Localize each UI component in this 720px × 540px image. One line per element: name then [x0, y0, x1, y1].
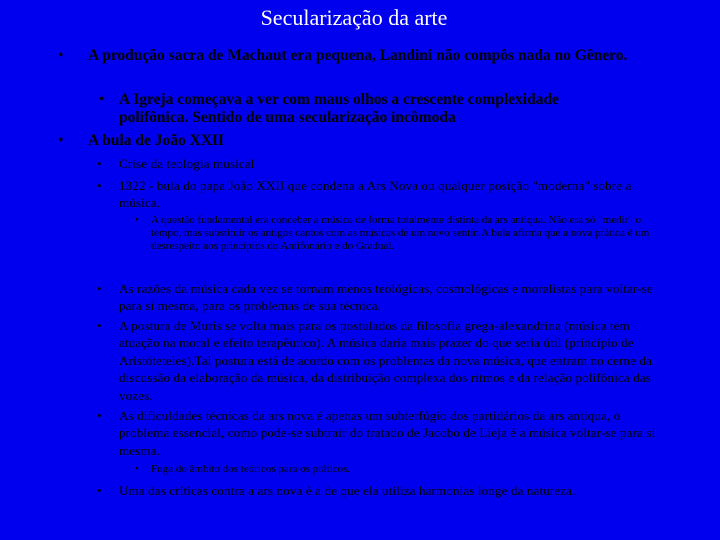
- bullet-item-10: [135, 463, 665, 476]
- bullet-text: A questão fundamental era conceber a música de forma totalmente distinta da ars antiqua. Não era só "medir" o tempo, mas substituir os antigos cantos com as músicas de um novo sentir. A bula afirma que a nova prática é um desrespeito aos princípios do Antifonário e do Gradual.: [151, 214, 650, 253]
- bullet-marker: •: [135, 214, 139, 226]
- bullet-marker: •: [97, 318, 102, 333]
- bullet-marker: •: [58, 47, 64, 64]
- bullet-text: A Igreja começava a ver com maus olhos a crescente complexidade polifônica. Sentido de uma secularização incômoda: [119, 91, 559, 126]
- bullet-text: Uma das críticas contra a ars nova é a de que ela utiliza harmonias longe da natureza.: [119, 483, 576, 498]
- bullet-item-7: [97, 280, 667, 315]
- bullet-item-4: [97, 155, 667, 172]
- bullet-item-11: [97, 482, 627, 499]
- bullet-marker: •: [135, 463, 139, 475]
- bullet-item-6: [135, 214, 665, 254]
- bullet-marker: •: [97, 178, 102, 193]
- bullet-marker: •: [99, 91, 105, 108]
- bullet-text: Crise da teologia musical: [119, 156, 255, 171]
- bullet-text: As razões da música cada vez se tornam menos teológicas, cosmológicas e moralistas para voltar-se para si mesma, para os problemas de sua técnica.: [119, 281, 653, 314]
- bullet-text: A postura de Muris se volta mais para os postulados da filosofia grega-alexandrina (música tem atuação na moral e efeito terapêutico). A música daria mais prazer do que seria útil (princípio de Aristóteteles).Tal postura está de acordo com os problemas da nova música, que entram no cerne da discussão da elaboração da música, da distribuição complexa dos ritmos e da relação polifônica das vozes.: [119, 318, 653, 403]
- bullet-item-5: [97, 177, 667, 212]
- bullet-text: Fuga do âmbito dos teóricos para os práticos.: [151, 463, 351, 475]
- bullet-marker: •: [97, 281, 102, 296]
- bullet-marker: •: [58, 132, 64, 149]
- bullet-text: A produção sacra de Machaut era pequena, Landini não compôs nada no Gênero.: [88, 47, 628, 64]
- bullet-item-1: [55, 47, 645, 65]
- slide-title: Secularização da arte: [260, 5, 448, 30]
- bullet-marker: •: [97, 156, 102, 171]
- bullet-item-3: [55, 132, 645, 150]
- bullet-item-2: [99, 91, 629, 126]
- bullet-text: 1322 - bula do papa João XXII que condena a Ars Nova ou qualquer posição "moderna" sobre a música.: [119, 178, 632, 211]
- bullet-text: As dificuldades técnicas da ars nova é apenas um subterfúgio dos partidários da ars antiqua, o problema essencial, como pode-se subtrair do tratado de Jacobo de Lieja é a música voltar-se para si mesma.: [119, 408, 656, 458]
- bullet-item-9: [97, 407, 667, 459]
- bullet-marker: •: [97, 408, 102, 423]
- bullet-marker: •: [97, 483, 102, 498]
- bullet-text: A bula de João XXII: [88, 132, 225, 149]
- bullet-item-8: [97, 317, 667, 404]
